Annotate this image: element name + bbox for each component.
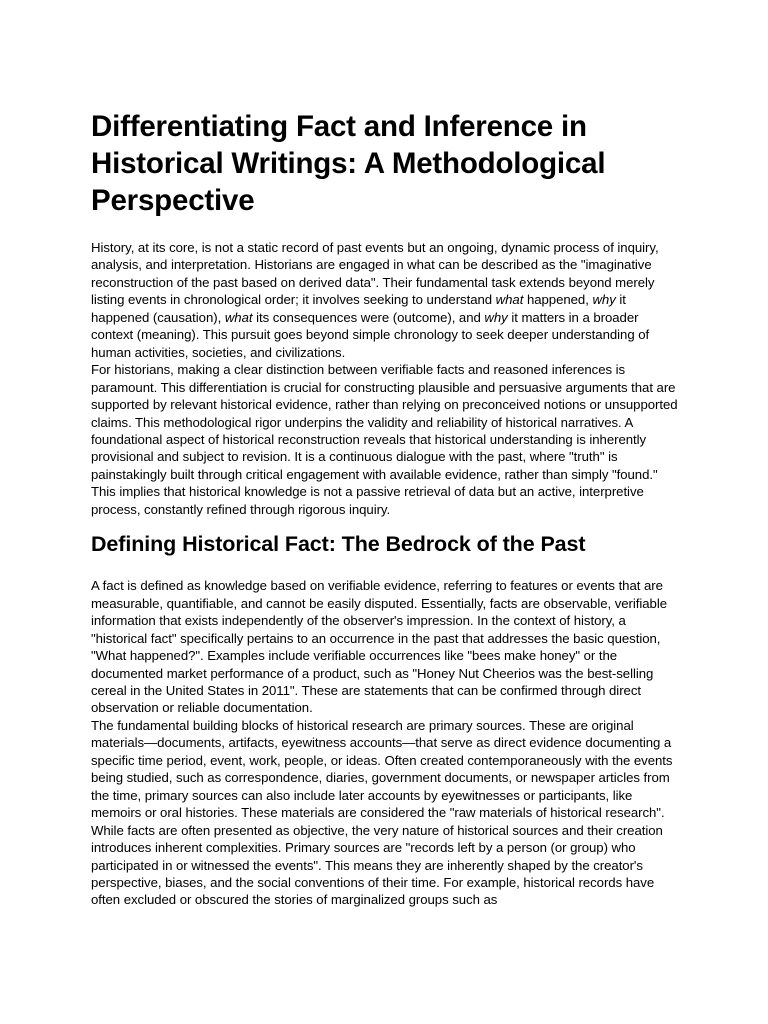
emphasis-what: what xyxy=(224,309,253,325)
text-run: happened, xyxy=(523,292,593,308)
emphasis-why: why xyxy=(484,309,508,325)
text-run: it matters in a broader context (meaning). This pursuit goes beyond simple chronology to seek deeper understanding of human activities, societies, and civilizations. xyxy=(91,309,650,360)
emphasis-what: what xyxy=(495,292,524,308)
section-heading: Defining Historical Fact: The Bedrock of the Past xyxy=(91,532,586,557)
section-paragraph-1: A fact is defined as knowledge based on verifiable evidence, referring to features or events that are measurable, quantifiable, and cannot be easily disputed. Essentially, facts are observable, verifiable information that exists independently of the observer's impression. In the context of history, a "historical fact" specifically pertains to an occurrence in the past that addresses the basic question, "What happened?". Examples include verifiable occurrences like "bees make honey" or the documented market performance of a product, such as "Honey Nut Cheerios was the best-selling cereal in the United States in 2011". These are statements that can be confirmed through direct observation or reliable documentation. xyxy=(91,578,667,716)
text-run: it happened (causation), xyxy=(91,292,626,325)
emphasis-why: why xyxy=(592,292,616,308)
text-run: History, at its core, is not a static record of past events but an ongoing, dynamic process of inquiry, analysis, and interpretation. Historians are engaged in what can be described as the "imaginative reconstruction of the past based on derived data". Their fundamental task extends beyond merely listing events in chronological order; it involves seeking to understand xyxy=(91,240,659,308)
text-run: its consequences were (outcome), and xyxy=(252,309,485,325)
section-paragraph-3: While facts are often presented as objective, the very nature of historical sources and their creation introduces inherent complexities. Primary sources are "records left by a person (or group) who participated in or witnessed the events". This means they are inherently shaped by the creator's perspective, biases, and the social conventions of their time. For example, historical records have often excluded or obscured the stories of marginalized groups such as xyxy=(91,822,663,908)
section-paragraph-2: The fundamental building blocks of historical research are primary sources. These are original materials—documents, artifacts, eyewitness accounts—that serve as direct evidence documenting a specific time period, event, work, people, or ideas. Often created contemporaneously with the events being studied, such as correspondence, diaries, government documents, or newspaper articles from the time, primary sources can also include later accounts by eyewitnesses or participants, like memoirs or oral histories. These materials are considered the "raw materials of historical research". xyxy=(91,717,673,821)
intro-paragraph-1 xyxy=(91,239,681,361)
document-title: Differentiating Fact and Inference in Historical Writings: A Methodological Perspective xyxy=(91,110,606,217)
intro-paragraph-2: For historians, making a clear distinction between verifiable facts and reasoned inferences is paramount. This differentiation is crucial for constructing plausible and persuasive arguments that are supported by relevant historical evidence, rather than relying on preconceived notions or unsupported claims. This methodological rigor underpins the validity and reliability of historical narratives. A foundational aspect of historical reconstruction reveals that historical understanding is inherently provisional and subject to revision. It is a continuous dialogue with the past, where "truth" is painstakingly built through critical engagement with available evidence, rather than simply "found." This implies that historical knowledge is not a passive retrieval of data but an active, interpretive process, constantly refined through rigorous inquiry. xyxy=(91,362,678,517)
document-page xyxy=(91,108,681,909)
